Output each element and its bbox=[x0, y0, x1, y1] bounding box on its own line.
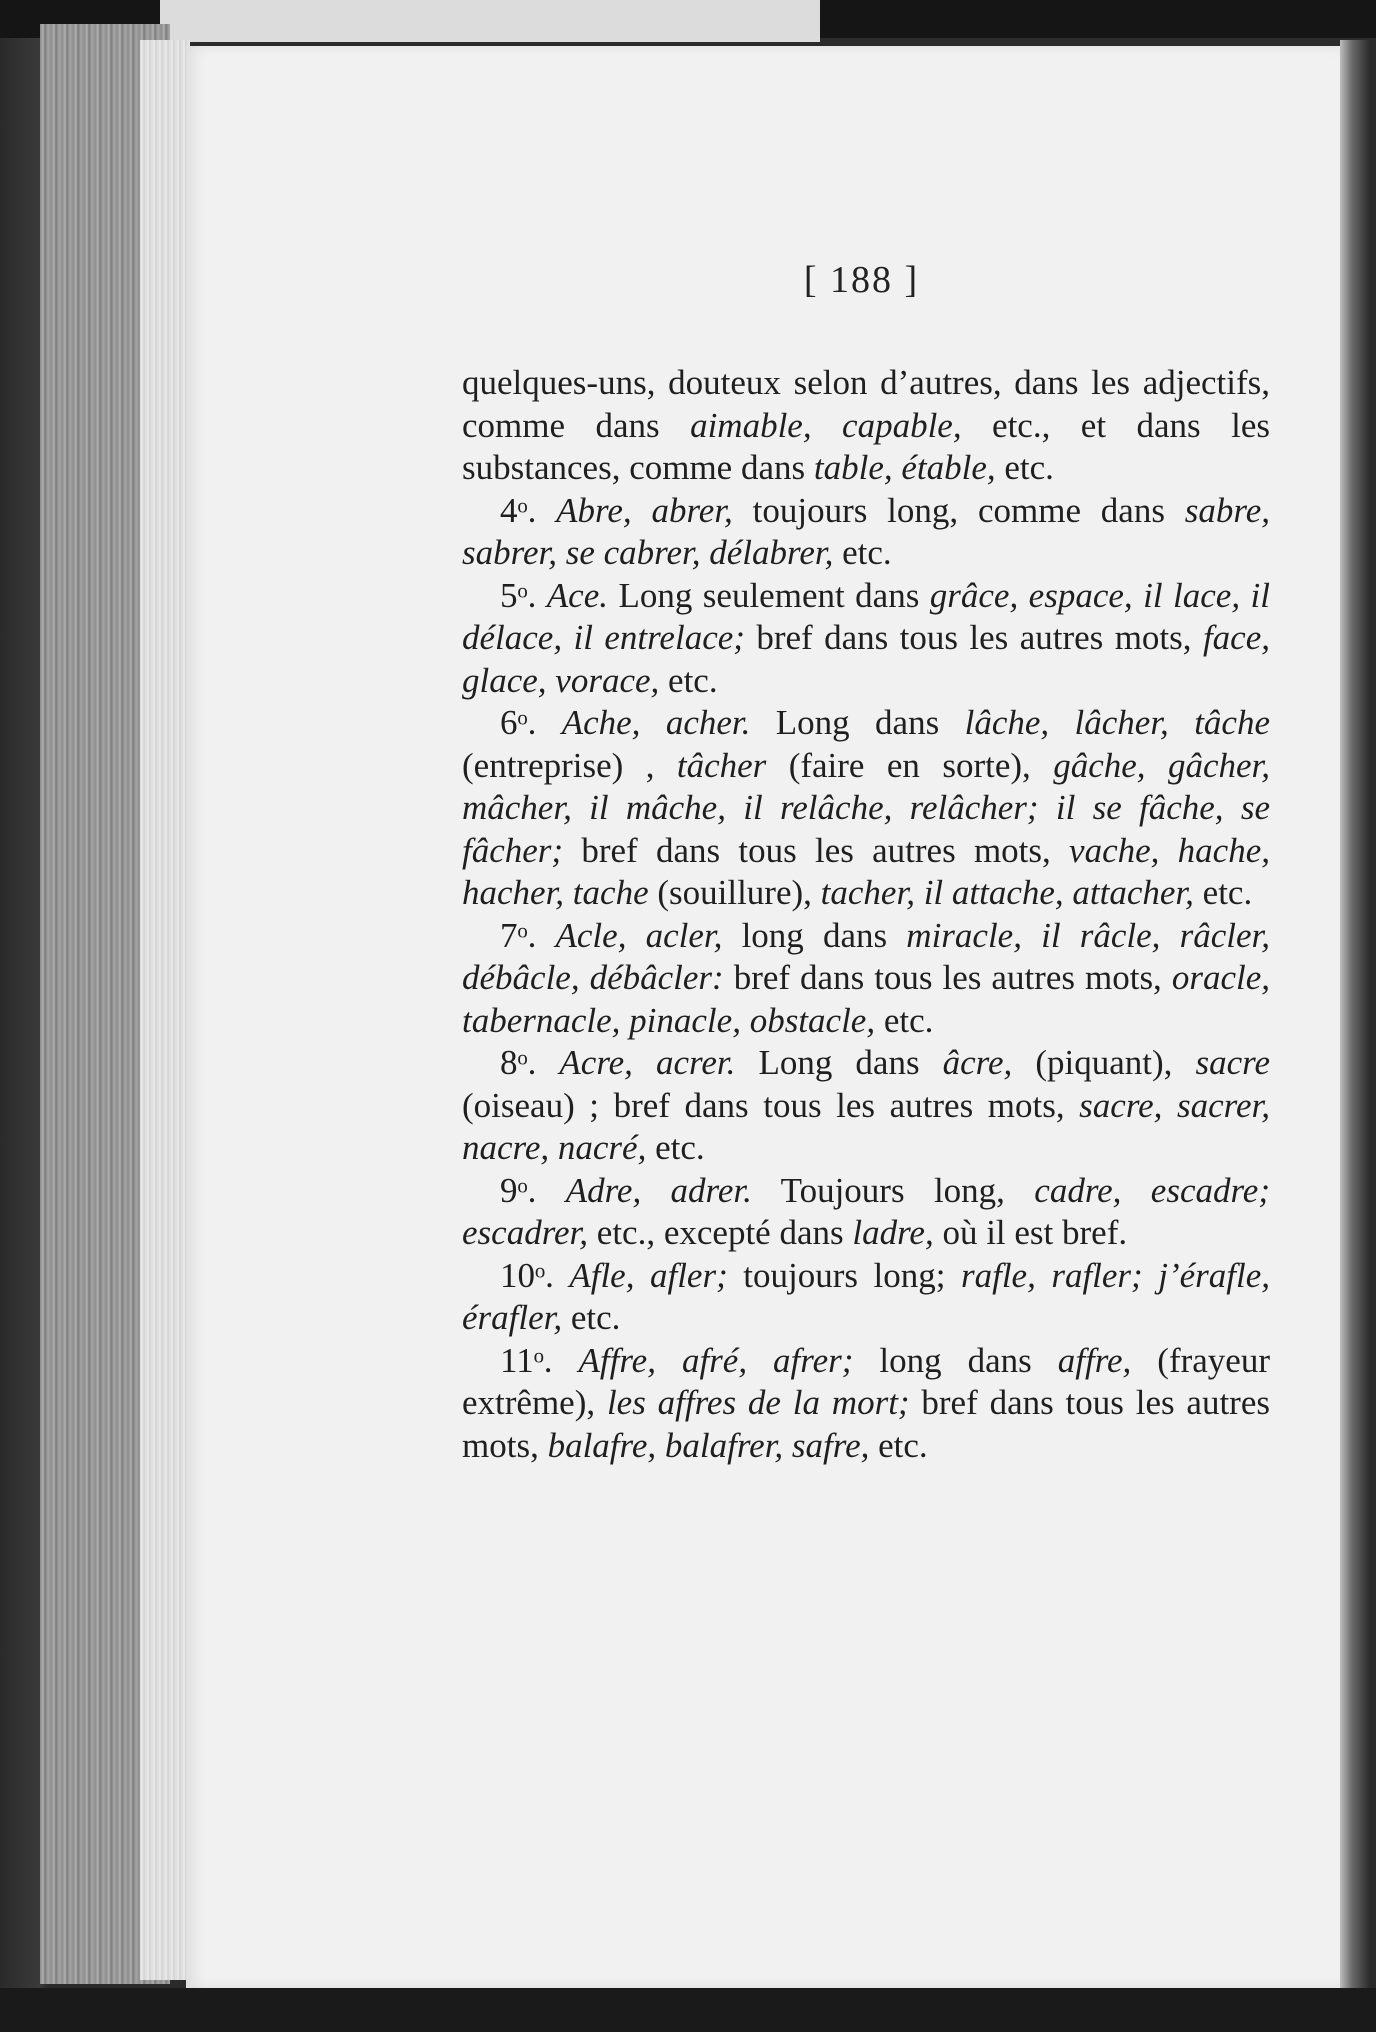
italic-text-run: âcre, bbox=[942, 1043, 1013, 1082]
text-run: long dans bbox=[722, 915, 907, 955]
text-run: Long dans bbox=[735, 1043, 943, 1082]
italic-text-run: balafre, balafrer, safre, bbox=[547, 1425, 870, 1465]
italic-text-run: gâche, gâcher, mâcher, il mâche, il relâche, relâcher; il se fâche, se fâcher; bbox=[462, 745, 1270, 870]
text-run: etc. bbox=[995, 448, 1054, 487]
italic-text-run: tâcher bbox=[676, 745, 767, 785]
italic-text-run: Ace. bbox=[546, 575, 608, 615]
text-run: bref dans tous les autres mots, bbox=[744, 618, 1203, 657]
italic-text-run: ladre, bbox=[852, 1213, 934, 1252]
text-run: 6ᵒ. bbox=[500, 703, 562, 742]
italic-text-run: vache, hache, hacher, tache bbox=[462, 830, 1270, 912]
text-run: Long dans bbox=[750, 703, 965, 742]
scan-bottom-border bbox=[0, 1988, 1376, 2032]
text-run: 7ᵒ. bbox=[500, 915, 556, 955]
paragraph-item-7 bbox=[462, 915, 1270, 1043]
body-text bbox=[462, 362, 1270, 1467]
italic-text-run: aimable, capable, bbox=[690, 405, 962, 445]
text-run: bref dans tous les autres mots, bbox=[723, 958, 1172, 997]
italic-text-run: Acre, acrer. bbox=[559, 1043, 736, 1082]
italic-text-run: sacre, sacrer, nacre, nacré, bbox=[462, 1085, 1271, 1167]
book-page-stack bbox=[140, 40, 190, 1980]
text-run: (entreprise) , bbox=[462, 745, 677, 785]
text-run: où il est bref. bbox=[933, 1213, 1128, 1252]
text-run: bref dans tous les autres mots, bbox=[563, 830, 1070, 870]
italic-text-run: Afle, afler; bbox=[569, 1255, 728, 1295]
italic-text-run: les affres de la mort; bbox=[606, 1383, 910, 1422]
text-run: 5ᵒ. bbox=[500, 575, 547, 615]
scan-top-light-edge bbox=[160, 0, 820, 42]
text-run: etc. bbox=[875, 1000, 934, 1040]
text-run: Long seulement dans bbox=[608, 575, 930, 615]
italic-text-run: face, glace, vorace, bbox=[462, 618, 1270, 700]
italic-text-run: Affre, afré, afrer; bbox=[578, 1340, 854, 1380]
paragraph-item-6 bbox=[462, 702, 1270, 915]
italic-text-run: lâche, lâcher, tâche bbox=[964, 703, 1270, 742]
text-run: etc. bbox=[659, 660, 718, 700]
italic-text-run: Adre, adrer. bbox=[565, 1170, 752, 1210]
text-run: (piquant), bbox=[1012, 1043, 1196, 1082]
text-run: 9ᵒ. bbox=[500, 1170, 566, 1210]
text-run: etc. bbox=[1193, 873, 1253, 912]
text-run: 11ᵒ. bbox=[500, 1340, 579, 1380]
italic-text-run: cadre, escadre; escadrer, bbox=[462, 1170, 1270, 1252]
text-run: toujours long; bbox=[727, 1255, 961, 1295]
italic-text-run: grâce, espace, il lace, il délace, il entrelace; bbox=[462, 575, 1270, 657]
text-run: etc. bbox=[562, 1298, 621, 1337]
italic-text-run: Abre, abrer, bbox=[556, 490, 733, 530]
text-run: etc. bbox=[646, 1128, 705, 1167]
text-run: long dans bbox=[853, 1340, 1058, 1380]
text-run: 4ᵒ. bbox=[500, 490, 557, 530]
text-run: etc. bbox=[869, 1425, 928, 1465]
text-run: etc. bbox=[833, 533, 892, 572]
paragraph-item-10 bbox=[462, 1255, 1270, 1340]
italic-text-run: sacre bbox=[1195, 1043, 1270, 1082]
text-run: 10ᵒ. bbox=[500, 1255, 570, 1295]
paragraph-item-8 bbox=[462, 1042, 1270, 1170]
book-gutter bbox=[1340, 40, 1376, 2000]
italic-text-run: Ache, acher. bbox=[561, 703, 751, 742]
text-run: quelques-uns, douteux selon d’autres, dans les adjectifs, comme dans bbox=[462, 363, 1270, 445]
text-run: 8ᵒ. bbox=[500, 1043, 560, 1082]
text-run: etc., excepté dans bbox=[588, 1213, 853, 1252]
text-run: (frayeur extrême), bbox=[462, 1340, 1270, 1422]
paragraph-continuation bbox=[462, 362, 1270, 490]
italic-text-run: oracle, tabernacle, pinacle, obstacle, bbox=[462, 958, 1270, 1040]
italic-text-run: Acle, acler, bbox=[555, 915, 723, 955]
text-run: (faire en sorte), bbox=[766, 745, 1054, 785]
paragraph-item-9 bbox=[462, 1170, 1270, 1255]
italic-text-run: tacher, il attache, attacher, bbox=[820, 873, 1194, 912]
italic-text-run: table, étable, bbox=[813, 448, 996, 487]
text-run: etc., et dans les substances, comme dans bbox=[462, 405, 1270, 487]
text-run: Toujours long, bbox=[751, 1170, 1035, 1210]
italic-text-run: sabre, sabrer, se cabrer, délabrer, bbox=[462, 490, 1270, 572]
paragraph-item-4 bbox=[462, 490, 1270, 575]
text-run: (oiseau) ; bref dans tous les autres mots, bbox=[462, 1085, 1080, 1125]
paragraph-item-5 bbox=[462, 575, 1270, 703]
italic-text-run: miracle, il râcle, râcler, débâcle, débâcler: bbox=[462, 915, 1270, 997]
text-run: toujours long, comme dans bbox=[732, 490, 1185, 530]
page-number: [ 188 ] bbox=[803, 259, 920, 301]
paragraph-item-11 bbox=[462, 1340, 1270, 1468]
text-run: bref dans tous les autres mots, bbox=[462, 1383, 1270, 1465]
text-run: (souillure), bbox=[648, 873, 821, 912]
italic-text-run: affre, bbox=[1057, 1340, 1132, 1380]
italic-text-run: rafle, rafler; j’érafle, érafler, bbox=[462, 1255, 1270, 1337]
